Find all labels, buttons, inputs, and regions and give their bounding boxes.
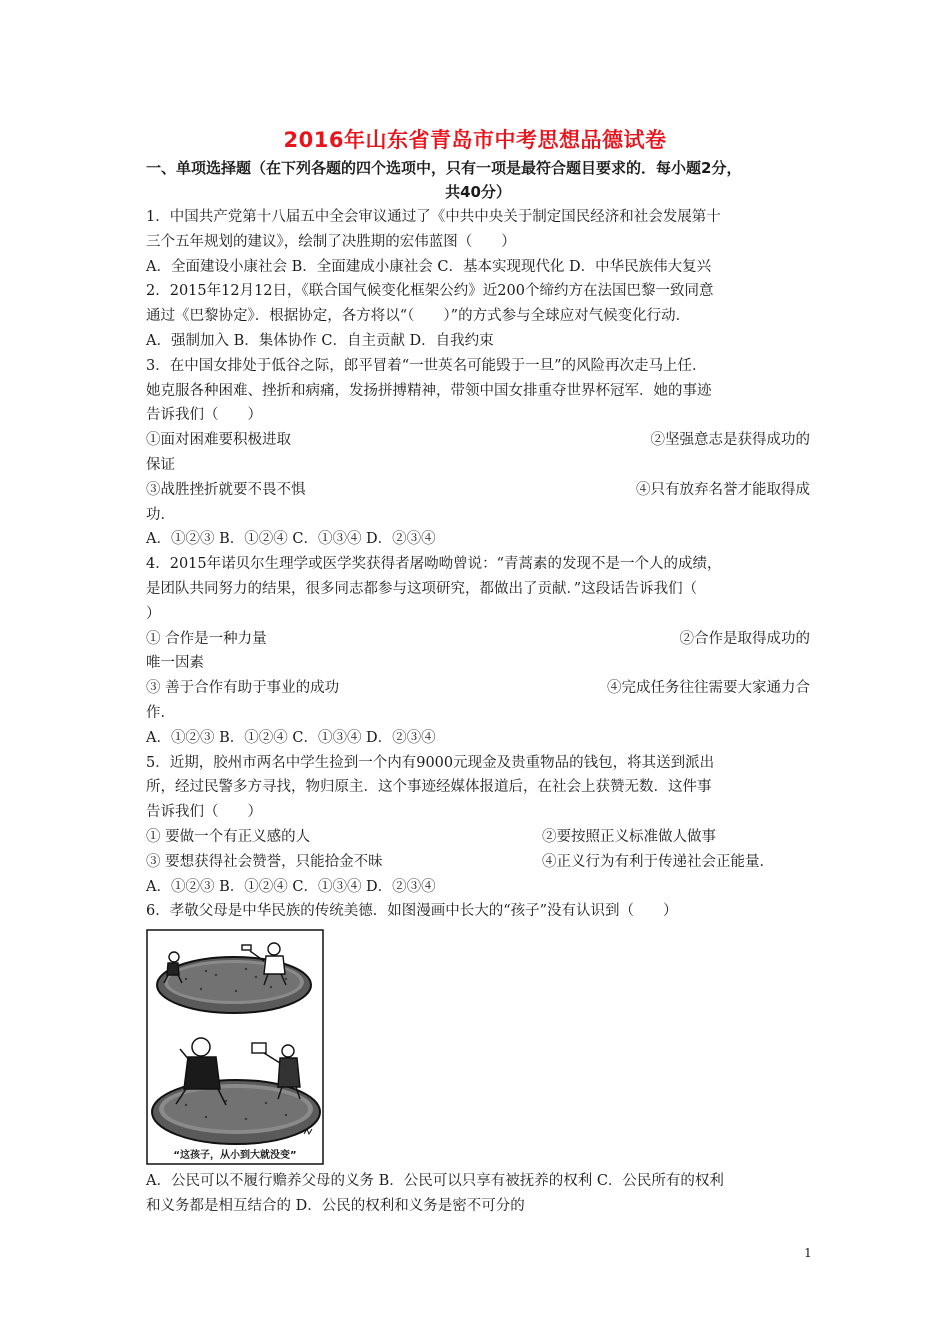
question-4-options-row <box>146 627 810 652</box>
question-4-option: ②合作是取得成功的 <box>679 630 810 647</box>
question-3-options-row <box>146 478 810 503</box>
question-4-option: ① 合作是一种力量 <box>146 630 267 647</box>
question-3-line: 她克服各种困难、挫折和病痛，发扬拼搏精神，带领中国女排重夺世界杯冠军．她的事迹 <box>146 382 712 399</box>
question-5-option: ②要按照正义标准做人做事 <box>542 828 716 845</box>
page-number: 1 <box>804 1246 812 1260</box>
question-5-line: 所，经过民警多方寻找，物归原主．这个事迹经媒体报道后，在社会上获赞无数．这件事 <box>146 779 712 796</box>
question-1-line: 三个五年规划的建议》，绘制了决胜期的宏伟蓝图（ ） <box>146 233 516 250</box>
exam-title: 2016年山东省青岛市中考思想品德试卷 <box>283 128 667 152</box>
question-3 <box>146 354 810 552</box>
question-1-line: 1．中国共产党第十八届五中全会审议通过了《中共中央关于制定国民经济和社会发展第十 <box>146 209 721 225</box>
question-2-line: 2．2015年12月12日，《联合国气候变化框架公约》近200个缔约方在法国巴黎一致同意 <box>146 283 714 300</box>
question-2-choices: A．强制加入 B．集体协作 C．自主贡献 D．自我约束 <box>146 332 494 349</box>
question-5-options-row <box>146 850 810 875</box>
question-3-option-wrap: 功． <box>146 506 175 523</box>
question-4-choices: A．①②③ B．①②④ C．①③④ D．②③④ <box>146 729 436 746</box>
question-4-line: ） <box>146 605 161 622</box>
question-4-line: 4．2015年诺贝尔生理学或医学奖获得者屠呦呦曾说：“青蒿素的发现不是一个人的成绩， <box>146 556 722 573</box>
question-6 <box>146 899 810 1218</box>
cartoon-caption: “这孩子，从小到大就没变” <box>173 1150 297 1162</box>
section-heading-line2: 共40分） <box>445 183 511 201</box>
question-6-choices: 和义务都是相互结合的 D．公民的权利和义务是密不可分的 <box>146 1197 525 1214</box>
cartoon-figure <box>146 929 324 1165</box>
question-body <box>146 205 810 1219</box>
question-3-options-row <box>146 428 810 453</box>
question-2 <box>146 279 810 353</box>
question-5-line: 5．近期，胶州市两名中学生捡到一个内有9000元现金及贵重物品的钱包，将其送到派出 <box>146 754 715 771</box>
question-5-choices: A．①②③ B．①②④ C．①③④ D．②③④ <box>146 878 436 895</box>
question-3-option: ②坚强意志是获得成功的 <box>650 432 810 449</box>
section-heading <box>146 156 810 204</box>
question-5-options-row <box>146 825 810 850</box>
question-5-option: ③ 要想获得社会赞誉，只能拾金不昧 <box>146 853 383 870</box>
cartoon-illustration <box>146 929 324 1165</box>
question-4-option: ③ 善于合作有助于事业的成功 <box>146 680 340 697</box>
question-4-option-wrap: 作． <box>146 704 175 721</box>
question-3-choices: A．①②③ B．①②④ C．①③④ D．②③④ <box>146 531 436 548</box>
question-2-line: 通过《巴黎协定》．根据协定，各方将以“（ ）”的方式参与全球应对气候变化行动． <box>146 308 691 325</box>
question-1 <box>146 205 810 279</box>
question-5-option: ④正义行为有利于传递社会正能量． <box>542 853 774 870</box>
question-4-option-wrap: 唯一因素 <box>146 655 204 672</box>
question-3-option: ①面对困难要积极进取 <box>146 432 291 449</box>
question-5-line: 告诉我们（ ） <box>146 804 262 821</box>
question-3-option: ③战胜挫折就要不畏不惧 <box>146 481 306 498</box>
question-3-option-wrap: 保证 <box>146 456 175 473</box>
section-heading-line1: 一、单项选择题（在下列各题的四个选项中，只有一项是最符合题目要求的．每小题2分， <box>146 159 742 177</box>
question-1-choices: A．全面建设小康社会 B．全面建成小康社会 C．基本实现现代化 D．中华民族伟大复兴 <box>146 258 712 275</box>
question-3-option: ④只有放弃名誉才能取得成 <box>636 481 810 498</box>
question-4-line: 是团队共同努力的结果，很多同志都参与这项研究，都做出了贡献．”这段话告诉我们（ <box>146 580 698 597</box>
question-4 <box>146 552 810 750</box>
question-3-line: 告诉我们（ ） <box>146 407 262 424</box>
question-6-choices: A．公民可以不履行赡养父母的义务 B．公民可以只享有被抚养的权利 C．公民所有的权利 <box>146 1173 724 1190</box>
question-3-line: 3．在中国女排处于低谷之际，郎平冒着“一世英名可能毁于一旦”的风险再次走马上任． <box>146 357 707 374</box>
question-5-option: ① 要做一个有正义感的人 <box>146 828 311 845</box>
question-4-option: ④完成任务往往需要大家通力合 <box>607 680 810 697</box>
question-6-line: 6．孝敬父母是中华民族的传统美德．如图漫画中长大的“孩子”没有认识到（ ） <box>146 903 678 920</box>
question-4-options-row <box>146 676 810 701</box>
question-5 <box>146 751 810 900</box>
